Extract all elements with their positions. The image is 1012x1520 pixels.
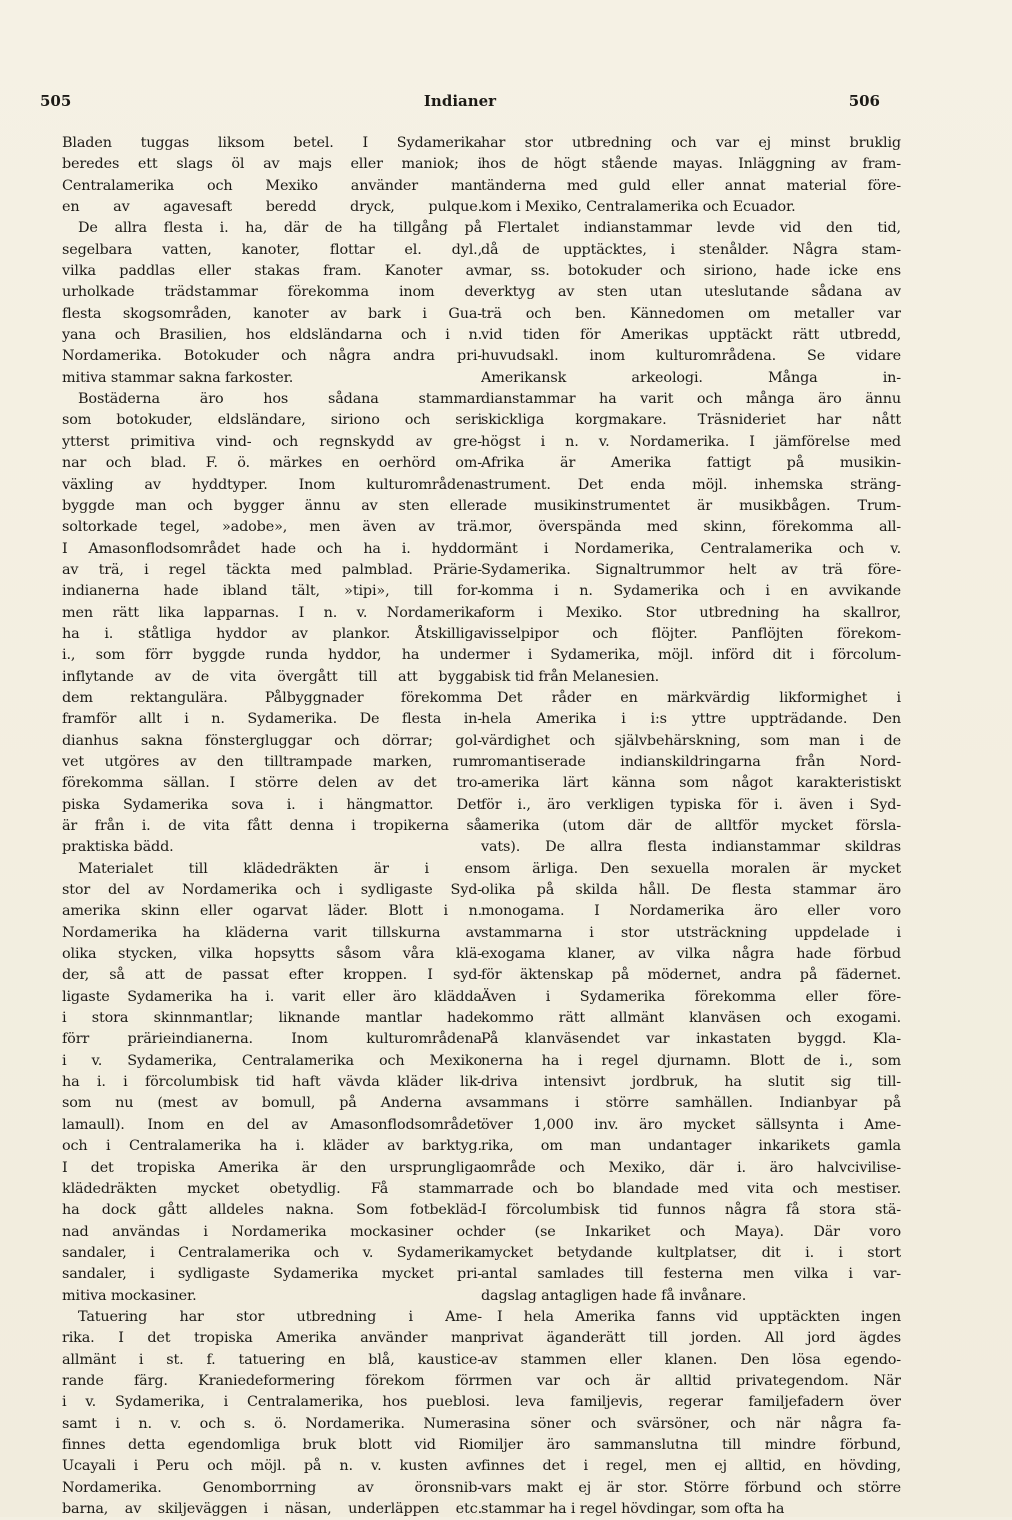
text-line: mor, överspända med skinn, förekomma all- [481, 519, 901, 536]
text-line: skickliga korgmakare. Träsnideriet har nått [481, 412, 901, 429]
text-line: dianhus sakna fönstergluggar och dörrar; gol- [62, 732, 482, 749]
text-line: verktyg av sten utan uteslutande sådana av [481, 284, 901, 301]
text-line: I det tropiska Amerika är den ursprungliga [62, 1159, 482, 1176]
text-line: av stammen eller klanen. Den lösa egendo- [481, 1351, 901, 1368]
text-line: förr prärieindianerna. Inom kulturområdena [62, 1031, 482, 1048]
text-line: finnes detta egendomliga bruk blott vid Rio [62, 1436, 482, 1453]
text-line: av trä, i regel täckta med palmblad. Prärie- [62, 561, 482, 578]
text-line: tänderna med guld eller annat material före- [481, 177, 901, 194]
text-line: I Amasonflodsområdet hade och ha i. hyddor [62, 540, 482, 557]
text-line: men var och är alltid privategendom. När [481, 1372, 901, 1389]
right-page-number: 506 [848, 92, 880, 110]
text-line: Nordamerika. Botokuder och några andra pri- [62, 348, 482, 365]
text-line: kommo rätt allmänt klanväsen och exogami. [481, 1010, 901, 1027]
text-line: nad användas i Nordamerika mockasiner och [62, 1223, 482, 1240]
text-line: yana och Brasilien, hos eldsländarna och i n. [62, 327, 482, 344]
text-line: strument. Det enda möjl. inhemska sträng- [481, 476, 901, 493]
text-line: Centralamerika och Mexiko använder man [62, 177, 482, 194]
text-line: I förcolumbisk tid funnos några få stora stä- [481, 1202, 901, 1219]
text-line: Det råder en märkvärdig likformighet i [497, 689, 901, 706]
text-line: indianerna hade ibland tält, »tipi», till for- [62, 583, 482, 600]
text-line: rande färg. Kraniedeformering förekom förr [62, 1372, 482, 1389]
text-line: ligaste Sydamerika ha i. varit eller äro klädda [62, 988, 482, 1005]
text-line: är från i. de vita fått denna i tropikerna så [62, 818, 482, 834]
text-line: klädedräkten mycket obetydlig. Få stammar [62, 1180, 482, 1197]
text-line: Materialet till klädedräkten är i en [78, 860, 482, 877]
text-line: der, så att de passat efter kroppen. I syd- [62, 967, 482, 984]
text-line: ytterst primitiva vind- och regnskydd av gre- [62, 433, 482, 450]
text-line: mer i Sydamerika, möjl. införd dit i förcolum- [481, 647, 901, 664]
text-line: i., som förr byggde runda hyddor, ha under [62, 647, 482, 664]
text-line: romantiserade indianskildringarna från Nord- [481, 753, 901, 770]
text-line: mitiva stammar sakna farkoster. [62, 369, 294, 386]
text-line: nar och blad. F. ö. märkes en oerhörd om- [62, 455, 482, 472]
text-line: ha dock gått alldeles nakna. Som fotbekläd- [62, 1202, 482, 1219]
text-line: dagslag antagligen hade få invånare. [481, 1287, 747, 1304]
text-line: amerika (utom där de alltför mycket försla- [481, 818, 901, 834]
text-line: kom i Mexiko, Centralamerika och Ecuador. [481, 199, 796, 216]
text-line: praktiska bädd. [62, 839, 174, 856]
text-line: der (se Inkariket och Maya). Där voro [481, 1223, 901, 1240]
text-line: miljer äro sammanslutna till mindre förbund, [481, 1436, 901, 1453]
text-line: urholkade trädstammar förekomma inom de [62, 284, 482, 301]
text-line: förekomma sällan. I större delen av det tro- [62, 775, 482, 792]
text-line: vid tiden för Amerikas upptäckt rätt utbredd, [481, 327, 901, 344]
text-line: komma i n. Sydamerika och i en avvikande [481, 583, 901, 600]
text-line: amerika lärt känna som något karakteristiskt [481, 775, 901, 792]
text-line: finnes det i regel, men ej alltid, en hövding, [481, 1458, 901, 1475]
text-line: piska Sydamerika sova i. i hängmattor. Det [62, 796, 482, 813]
text-line: amerika skinn eller ogarvat läder. Blott i n. [62, 903, 482, 920]
text-line: visselpipor och flöjter. Panflöjten förekom- [481, 625, 901, 642]
text-line: som nu (mest av bomull, på Anderna av [62, 1095, 482, 1112]
text-line: område och Mexiko, där i. äro halvcivilise- [481, 1159, 901, 1176]
text-line: stammar ha i regel hövdingar, som ofta ha [481, 1501, 785, 1517]
text-line: huvudsakl. inom kulturområdena. Se vidare [481, 348, 901, 365]
text-line: mitiva mockasiner. [62, 1287, 197, 1304]
text-line: värdighet och självbehärskning, som man i de [481, 732, 901, 749]
text-line: hos de högt stående mayas. Inläggning av fram- [481, 156, 901, 173]
text-line: dianstammar ha varit och många äro ännu [481, 391, 901, 408]
text-line: rika, om man undantager inkarikets gamla [481, 1138, 901, 1155]
text-line: sammans i större samhällen. Indianbyar på [481, 1095, 901, 1112]
text-line: exogama klaner, av vilka några hade förbud [481, 946, 901, 963]
text-line: I hela Amerika fanns vid upptäckten ingen [497, 1308, 901, 1325]
text-line: segelbara vatten, kanoter, flottar el. dyl., [62, 241, 482, 258]
text-line: dem rektangulära. Pålbyggnader förekomma [62, 689, 482, 706]
text-line: vilka paddlas eller stakas fram. Kanoter av [62, 263, 482, 280]
header-title: Indianer [423, 92, 497, 110]
text-line: allmänt i st. f. tatuering en blå, kaustice- [62, 1351, 482, 1368]
right-text-column [481, 133, 901, 1520]
text-line: mar, ss. botokuder och siriono, hade icke ens [481, 263, 901, 280]
text-line: men rätt lika lapparnas. I n. v. Nordamerika [62, 604, 482, 621]
text-line: vet utgöres av den tilltrampade marken, rum [62, 753, 482, 770]
text-line: som botokuder, eldsländare, siriono och seri [62, 412, 482, 429]
text-line: driva intensivt jordbruk, ha slutit sig till- [481, 1074, 901, 1091]
text-line: hela Amerika i i:s yttre uppträdande. Den [481, 711, 901, 728]
text-line: Amerikansk arkeologi. Många in- [481, 369, 901, 386]
text-line: mycket betydande kultplatser, dit i. i stort [481, 1244, 901, 1261]
text-line: form i Mexiko. Stor utbredning ha skallror, [481, 604, 901, 621]
text-line: Flertalet indianstammar levde vid den tid, [497, 220, 901, 237]
text-line: monogama. I Nordamerika äro eller voro [481, 903, 901, 920]
text-line: lamaull). Inom en del av Amasonflodsområdet [62, 1116, 482, 1133]
text-line: sandaler, i sydligaste Sydamerika mycket pri- [62, 1266, 482, 1283]
text-line: Bostäderna äro hos sådana stammar [78, 391, 482, 408]
text-line: Nordamerika. Genomborrning av öronsnib- [62, 1479, 482, 1496]
text-line: Även i Sydamerika förekomma eller före- [481, 988, 901, 1005]
text-line: De allra flesta i. ha, där de ha tillgång på [78, 220, 482, 237]
text-line: barna, av skiljeväggen i näsan, underläppen etc. [62, 1501, 482, 1517]
text-line: i v. Sydamerika, Centralamerika och Mexiko [62, 1052, 482, 1069]
text-line: ade musikinstrumentet är musikbågen. Trum- [481, 497, 901, 514]
text-line: inflytande av de vita övergått till att bygga [62, 668, 482, 685]
text-line: På klanväsendet var inkastaten byggd. Kla- [481, 1031, 901, 1048]
text-line: stor del av Nordamerika och i sydligaste Syd- [62, 882, 482, 899]
text-line: samt i n. v. och s. ö. Nordamerika. Numera [62, 1415, 482, 1432]
text-line: Ucayali i Peru och möjl. på n. v. kusten av [62, 1458, 482, 1475]
text-line: vats). De allra flesta indianstammar skildras [481, 839, 901, 856]
text-line: i stora skinnmantlar; liknande mantlar hade [62, 1010, 482, 1027]
text-line: bisk tid från Melanesien. [481, 668, 660, 685]
text-line: olika på skilda håll. De flesta stammar äro [481, 882, 901, 899]
text-line: beredes ett slags öl av majs eller maniok; i [62, 156, 482, 173]
text-line: ha i. ståtliga hyddor av plankor. Åtskilliga [62, 625, 482, 642]
text-line: har stor utbredning och var ej minst bruklig [481, 135, 901, 151]
text-line: privat äganderätt till jorden. All jord ägdes [481, 1330, 901, 1347]
left-text-column [62, 133, 482, 1520]
text-line: högst i n. v. Nordamerika. I jämförelse med [481, 433, 901, 450]
text-line: flesta skogsområden, kanoter av bark i Gua- [62, 305, 482, 322]
text-line: nerna ha i regel djurnamn. Blott de i., som [481, 1052, 901, 1069]
text-line: då de upptäcktes, i stenålder. Några stam- [481, 241, 901, 258]
text-line: Afrika är Amerika fattigt på musikin- [481, 455, 901, 472]
text-line: sandaler, i Centralamerika och v. Sydamerika [62, 1244, 482, 1261]
left-page-number: 505 [40, 92, 72, 110]
text-line: sina söner och svärsöner, och när några fa- [481, 1415, 901, 1432]
text-line: växling av hyddtyper. Inom kulturområdena [62, 476, 482, 493]
text-line: Tatuering har stor utbredning i Ame- [78, 1308, 482, 1325]
text-line: för i., äro verkligen typiska för i. även i Syd- [481, 796, 901, 813]
text-line: olika stycken, vilka hopsytts såsom våra klä- [62, 946, 482, 963]
text-line: Sydamerika. Signaltrummor helt av trä före- [481, 561, 901, 578]
text-line: i v. Sydamerika, i Centralamerika, hos pueblos [62, 1394, 482, 1411]
running-header [40, 92, 880, 116]
text-line: i. leva familjevis, regerar familjefadern över [481, 1394, 901, 1411]
text-line: stammarna i stor utsträckning uppdelade i [481, 924, 901, 941]
text-line: rika. I det tropiska Amerika använder man [62, 1330, 482, 1347]
text-line: trä och ben. Kännedomen om metaller var [481, 305, 901, 322]
text-line: vars makt ej är stor. Större förbund och större [481, 1479, 901, 1496]
text-line: för äktenskap på mödernet, andra på fädernet. [481, 967, 901, 984]
text-line: soltorkade tegel, »adobe», men även av trä. [62, 519, 482, 536]
text-line: rade och bo blandade med vita och mestiser. [481, 1180, 901, 1197]
text-line: antal samlades till festerna men vilka i var- [481, 1266, 901, 1283]
text-line: ha i. i förcolumbisk tid haft vävda kläder lik- [62, 1074, 482, 1091]
text-line: som ärliga. Den sexuella moralen är mycket [481, 860, 901, 877]
text-line: över 1,000 inv. äro mycket sällsynta i Ame- [481, 1116, 901, 1133]
text-line: Bladen tuggas liksom betel. I Sydamerika [62, 135, 482, 151]
text-line: Nordamerika ha kläderna varit tillskurna av [62, 924, 482, 941]
text-line: framför allt i n. Sydamerika. De flesta in- [62, 711, 482, 728]
text-line: och i Centralamerika ha i. kläder av barktyg. [62, 1138, 482, 1155]
text-line: mänt i Nordamerika, Centralamerika och v. [481, 540, 901, 557]
text-line: en av agavesaft beredd dryck, pulque. [62, 199, 482, 216]
text-line: byggde man och bygger ännu av sten eller [62, 497, 482, 514]
